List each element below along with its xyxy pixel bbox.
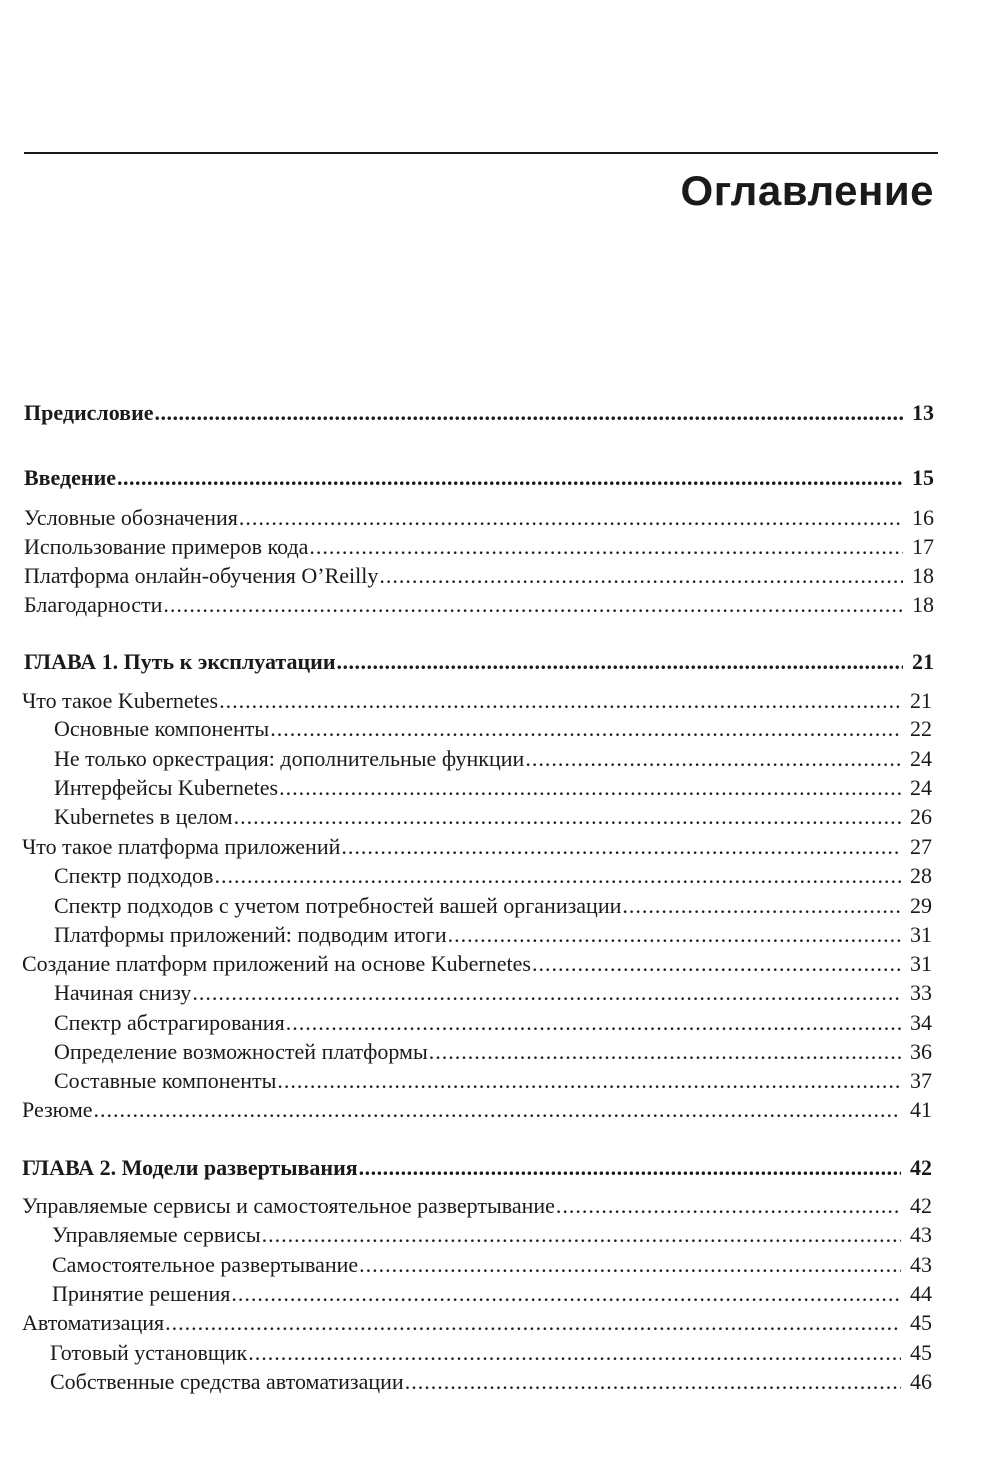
dot-leader [525,744,901,774]
dot-leader [309,532,903,562]
dot-leader [337,647,903,677]
toc-entry[interactable] [24,503,934,533]
dot-leader [359,1153,901,1183]
toc-entry[interactable] [22,832,932,862]
toc-entry-label: Самостоятельное развертывание [52,1252,359,1277]
toc-entry-label: Начиная снизу [54,980,192,1005]
toc-entry-label: Управляемые сервисы и самостоятельное развертывание [22,1193,555,1218]
toc-entry-page: 21 [912,649,934,674]
dot-leader [262,1220,901,1250]
dot-leader [429,1037,901,1067]
toc-entry[interactable] [54,744,932,774]
toc-entry-page: 36 [910,1039,932,1064]
dot-leader [155,398,903,428]
dot-leader [556,1191,901,1221]
toc-entry-page: 26 [910,804,932,829]
toc-entry[interactable] [24,590,934,620]
toc-entry-label: Благодарности [24,592,163,617]
toc-entry[interactable] [52,1279,932,1309]
toc-entry-chapter-2[interactable] [22,1153,932,1183]
toc-entry-label: Собственные средства автоматизации [50,1369,404,1394]
toc-entry[interactable] [22,686,932,716]
toc-entry-page: 42 [910,1155,932,1180]
dot-leader [192,978,901,1008]
toc-entry-page: 17 [912,534,934,559]
toc-entry[interactable] [54,861,932,891]
toc-entry[interactable] [52,1220,932,1250]
toc-entry-page: 18 [912,592,934,617]
dot-leader [214,861,901,891]
toc-entry-page: 45 [910,1340,932,1365]
toc-entry-page: 13 [912,400,934,425]
toc-entry-page: 15 [912,465,934,490]
toc-entry-label: Условные обозначения [24,505,238,530]
toc-entry-label: Что такое Kubernetes [22,688,219,713]
toc-entry-page: 33 [910,980,932,1005]
dot-leader [405,1367,901,1397]
toc-entry-page: 31 [910,922,932,947]
toc-entry[interactable] [54,1037,932,1067]
toc-entry-page: 18 [912,563,934,588]
toc-entry-label: Спектр подходов с учетом потребностей вашей организации [54,893,622,918]
toc-entry-page: 43 [910,1222,932,1247]
toc-entry-label: Kubernetes в целом [54,804,233,829]
toc-entry-label: Автоматизация [22,1310,165,1335]
toc-entry[interactable] [22,1095,932,1125]
toc-entry-page: 41 [910,1097,932,1122]
toc-entry-label: Платформа онлайн-обучения O’Reilly [24,563,379,588]
dot-leader [286,1008,901,1038]
dot-leader [279,773,901,803]
toc-entry[interactable] [22,1191,932,1221]
toc-entry-label: Спектр подходов [54,863,214,888]
toc-entry-label: Составные компоненты [54,1068,277,1093]
toc-entry[interactable] [52,1250,932,1280]
toc-entry-label: Платформы приложений: подводим итоги [54,922,447,947]
dot-leader [532,949,901,979]
toc-entry-page: 28 [910,863,932,888]
dot-leader [341,832,901,862]
toc-entry-page: 22 [910,716,932,741]
toc-entry-page: 45 [910,1310,932,1335]
toc-entry-page: 24 [910,746,932,771]
toc-entry-page: 37 [910,1068,932,1093]
toc-entry-label: Что такое платформа приложений [22,834,341,859]
toc-entry[interactable] [24,532,934,562]
page-title: Оглавление [680,167,934,214]
toc-entry-page: 16 [912,505,934,530]
toc-entry-label: Принятие решения [52,1281,231,1306]
toc-entry-introduction[interactable] [24,463,934,493]
toc-entry-page: 21 [910,688,932,713]
dot-leader [359,1250,901,1280]
toc-entry[interactable] [24,561,934,591]
toc-entry-page: 29 [910,893,932,918]
toc-entry-page: 31 [910,951,932,976]
toc-entry[interactable] [54,773,932,803]
toc-entry[interactable] [54,714,932,744]
dot-leader [248,1338,901,1368]
toc-entry[interactable] [54,891,932,921]
dot-leader [163,590,903,620]
toc-entry[interactable] [54,802,932,832]
dot-leader [622,891,901,921]
toc-entry[interactable] [50,1338,932,1368]
dot-leader [448,920,901,950]
toc-entry-label: Определение возможностей платформы [54,1039,428,1064]
toc-entry[interactable] [54,1008,932,1038]
toc-entry[interactable] [54,1066,932,1096]
toc-entry[interactable] [22,1308,932,1338]
toc-entry[interactable] [54,920,932,950]
toc-entry-page: 43 [910,1252,932,1277]
toc-entry-label: Введение [24,465,117,490]
toc-entry-page: 27 [910,834,932,859]
dot-leader [379,561,903,591]
dot-leader [117,463,903,493]
toc-entry-preface[interactable] [24,398,934,428]
toc-entry-page: 46 [910,1369,932,1394]
toc-entry[interactable] [50,1367,932,1397]
toc-entry-label: Управляемые сервисы [52,1222,261,1247]
toc-entry-page: 44 [910,1281,932,1306]
toc-entry-page: 42 [910,1193,932,1218]
toc-entry[interactable] [22,949,932,979]
toc-entry-label: Не только оркестрация: дополнительные функции [54,746,525,771]
dot-leader [239,503,903,533]
toc-entry-page: 24 [910,775,932,800]
toc-entry-label: Создание платформ приложений на основе Kubernetes [22,951,531,976]
toc-entry-label: Спектр абстрагирования [54,1010,285,1035]
toc-entry-chapter-1[interactable] [24,647,934,677]
toc-entry-label: Резюме [22,1097,93,1122]
dot-leader [270,714,901,744]
toc-entry-label: Предисловие [24,400,154,425]
toc-entry-page: 34 [910,1010,932,1035]
dot-leader [234,802,901,832]
toc-entry-label: ГЛАВА 2. Модели развертывания [22,1155,358,1180]
dot-leader [219,686,901,716]
toc-entry[interactable] [54,978,932,1008]
toc-entry-label: Использование примеров кода [24,534,309,559]
dot-leader [165,1308,901,1338]
toc-entry-label: Интерфейсы Kubernetes [54,775,279,800]
toc-entry-label: Основные компоненты [54,716,270,741]
toc-entry-label: Готовый установщик [50,1340,248,1365]
dot-leader [94,1095,901,1125]
dot-leader [231,1279,901,1309]
toc-entry-label: ГЛАВА 1. Путь к эксплуатации [24,649,336,674]
dot-leader [277,1066,901,1096]
